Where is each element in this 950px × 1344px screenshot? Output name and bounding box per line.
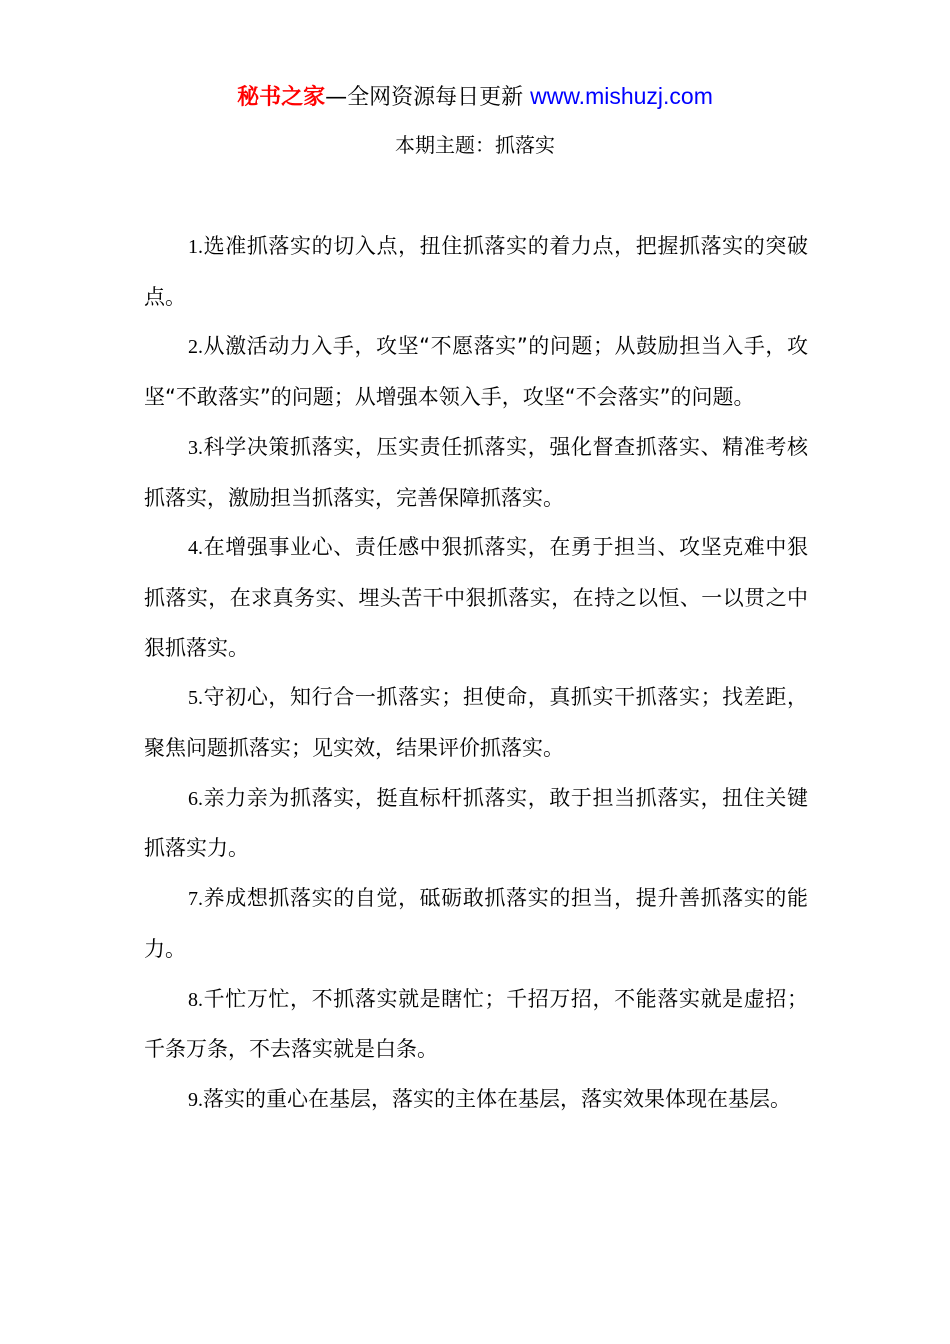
- item-number: 6.: [188, 787, 203, 810]
- item-number: 9.: [188, 1088, 203, 1111]
- item-number: 7.: [188, 888, 203, 911]
- item-text: 从激活动力入手，攻坚“不愿落实”的问题；从鼓励担当入手，攻坚“不敢落实”的问题；从增强本领入手，攻坚“不会落实”的问题。: [144, 334, 808, 410]
- topic-title: 本期主题：抓落实: [395, 133, 555, 157]
- item-text: 落实的重心在基层，落实的主体在基层，落实效果体现在基层。: [203, 1086, 791, 1111]
- item-number: 4.: [188, 537, 203, 560]
- item-number: 1.: [188, 236, 203, 258]
- list-item: [144, 1075, 808, 1126]
- item-number: 2.: [188, 336, 203, 359]
- item-text: 在增强事业心、责任感中狠抓落实，在勇于担当、攻坚克难中狠抓落实，在求真务实、埋头苦干中狠抓落实，在持之以恒、一以贯之中狠抓落实。: [144, 535, 808, 660]
- item-text: 亲力亲为抓落实，挺直标杆抓落实，敢于担当抓落实，扭住关键抓落实力。: [144, 785, 808, 861]
- document-body: [144, 222, 808, 1126]
- list-item: [144, 874, 808, 974]
- brand-name: 秘书之家: [237, 85, 326, 110]
- list-item: [144, 523, 808, 673]
- list-item: [144, 222, 808, 322]
- site-header: [0, 80, 950, 114]
- item-number: 8.: [188, 988, 203, 1011]
- list-item: [144, 774, 808, 874]
- item-text: 选准抓落实的切入点，扭住抓落实的着力点，把握抓落实的突破点。: [144, 234, 808, 309]
- list-item: [144, 423, 808, 523]
- item-text: 养成想抓落实的自觉，砥砺敢抓落实的担当，提升善抓落实的能力。: [144, 886, 808, 961]
- item-text: 千忙万忙，不抓落实就是瞎忙；千招万招，不能落实就是虚招；千条万条，不去落实就是白条。: [144, 986, 808, 1062]
- list-item: [144, 975, 808, 1075]
- site-url-link[interactable]: www.mishuzj.com: [530, 83, 713, 109]
- item-text: 科学决策抓落实，压实责任抓落实，强化督查抓落实、精准考核抓落实，激励担当抓落实，完善保障抓落实。: [144, 434, 808, 510]
- item-text: 守初心，知行合一抓落实；担使命，真抓实干抓落实；找差距，聚焦问题抓落实；见实效，结果评价抓落实。: [144, 685, 808, 761]
- list-item: [144, 673, 808, 773]
- item-number: 5.: [188, 687, 203, 710]
- header-tagline: —全网资源每日更新: [325, 85, 524, 110]
- item-number: 3.: [188, 436, 203, 459]
- list-item: [144, 322, 808, 422]
